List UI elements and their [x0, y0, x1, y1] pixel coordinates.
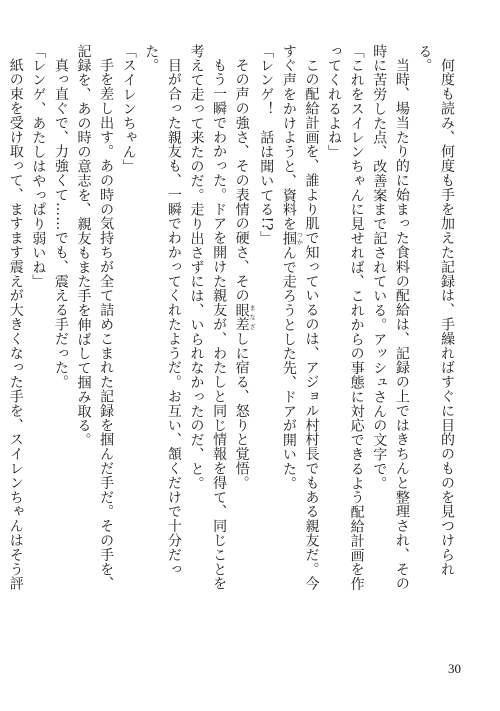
ruby-word: 眼差まなざ [233, 302, 256, 332]
ruby-word: 掴つか [280, 231, 303, 246]
paragraph: 当時、場当たり的に始まった食料の配給は、記録の上ではきちんと整理され、その時に苦労した点、改善案まで記されている。アッシュさんの文字で。 [371, 44, 410, 591]
paragraph-text: この配給計画を、誰より肌で知っているのは、アジョル村村長でもある親友だ。今すぐ声をかけようと、資料を [280, 44, 320, 591]
body-text [7, 44, 458, 600]
paragraph: 手を差し出す。あの時の気持ちが全て詰めこまれた記録を掴んだ手だ。その手を、記録を、あの時の意志を、親友もまた手を伸ばして掴み取る。 [75, 44, 115, 591]
dialogue-line: 「レンゲ、あたしはやっぱり弱いね」 [30, 44, 47, 289]
page-number: 30 [448, 661, 461, 676]
paragraph: 真っ直ぐで、力強くて……でも、震える手だった。 [52, 58, 69, 390]
dialogue-line: 「スイレンちゃん」 [120, 44, 137, 174]
ruby-reading: まなざ [248, 302, 256, 332]
dialogue-line: 「これをスイレンちゃんに見せれば、これからの事態に対応できるよう配給計画を作ってくれるよね」 [326, 44, 365, 592]
paragraph-text: んで走ろうとした先、ドアが開いた。 [280, 245, 297, 491]
ruby-reading: つか [295, 231, 303, 246]
paragraph: 紙の束を受け取って、ますます震えが大きくなった手を、スイレンちゃんはそう評 [7, 58, 24, 591]
paragraph [230, 44, 255, 600]
dialogue-line: 「レンゲ！ 話は聞いてる!?」 [258, 44, 275, 246]
paragraph: もう一瞬でわかった。ドアを開けた親友が、わたしと同じ情報を得て、同じことを考えて走って来たのだ。走り出さずには、いられなかったのだ、と。 [188, 44, 228, 591]
paragraph: 目が合った親友も、一瞬でわかってくれたようだ。お互い、頷くだけで十分だった。 [143, 44, 182, 577]
paragraph-text: その声の強さ、その表情の硬さ、その [233, 58, 250, 303]
paragraph-text: しに宿る、怒りと覚悟。 [233, 331, 250, 491]
paragraph: 何度も読み、何度も手を加えた記録は、手繰ればすぐに目的のものを見つけられる。 [416, 44, 455, 577]
paragraph [277, 44, 322, 600]
